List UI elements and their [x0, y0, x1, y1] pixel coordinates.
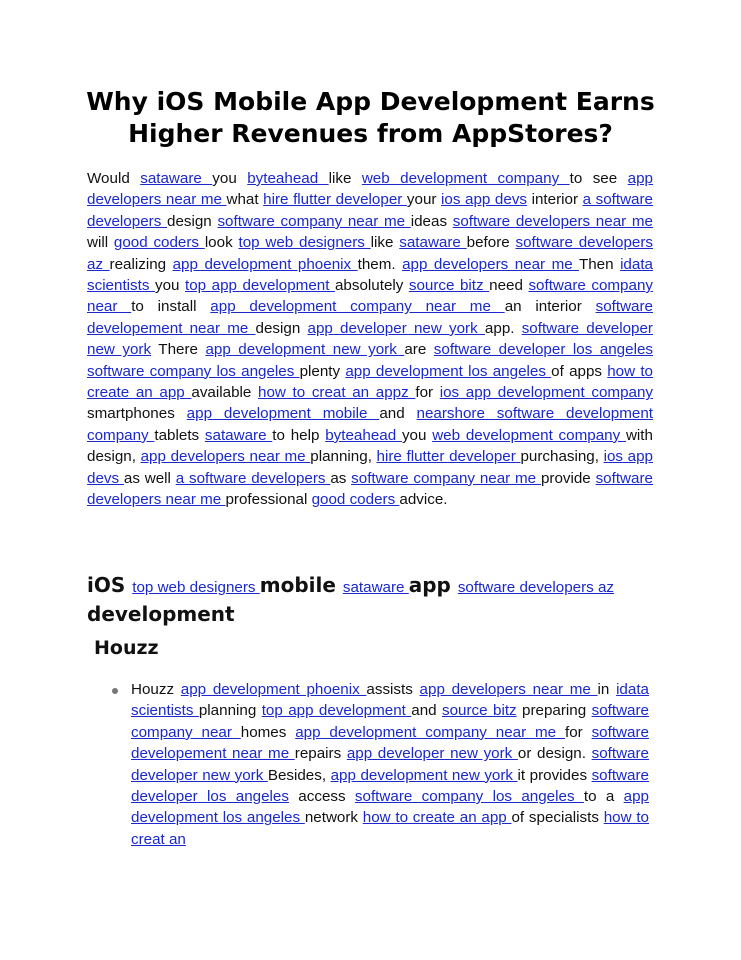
subheading-word: app: [408, 573, 458, 597]
inline-link[interactable]: app development phoenix: [180, 681, 367, 698]
body-text: an interior: [504, 298, 596, 316]
body-text: as well: [123, 469, 176, 487]
subheading-word: mobile: [259, 573, 343, 597]
body-text: them.: [357, 255, 403, 273]
body-text: will: [87, 234, 114, 252]
inline-link[interactable]: app developers near me: [419, 681, 598, 698]
inline-link[interactable]: top app development: [185, 277, 335, 295]
inline-link[interactable]: a software developers: [87, 191, 653, 230]
body-text: realizing: [109, 255, 173, 273]
inline-link[interactable]: app developers near me: [87, 170, 653, 209]
body-text: are: [404, 341, 434, 359]
body-text: of specialists: [511, 809, 604, 827]
inline-link[interactable]: app development los angeles: [131, 788, 649, 827]
body-text: network: [304, 809, 363, 827]
body-text: and: [379, 405, 417, 423]
inline-link[interactable]: hire flutter developer: [376, 448, 521, 466]
body-text: planning: [198, 702, 262, 720]
body-text: Then: [578, 255, 621, 273]
body-text: you: [401, 426, 433, 444]
inline-link[interactable]: software company los angeles: [87, 362, 300, 380]
body-text: your: [406, 191, 442, 209]
body-text: design: [255, 319, 308, 337]
inline-link[interactable]: software developers az: [457, 579, 615, 596]
body-text: interior: [527, 191, 583, 209]
body-text: Houzz: [131, 681, 181, 698]
inline-link[interactable]: how to create an app: [362, 809, 512, 827]
body-text: There: [151, 341, 206, 359]
inline-link[interactable]: app development company near me: [295, 723, 565, 741]
body-text: it provides: [517, 766, 592, 784]
inline-link[interactable]: source bitz: [408, 277, 490, 295]
inline-link[interactable]: software company near me: [217, 212, 411, 230]
inline-link[interactable]: app development company near me: [210, 298, 505, 316]
subheading-word: iOS: [87, 573, 133, 597]
subheading-word: development: [87, 602, 235, 626]
body-text: access: [288, 788, 355, 806]
inline-link[interactable]: top web designers: [238, 234, 371, 252]
body-text: as: [330, 469, 352, 487]
inline-link[interactable]: app developer new york: [346, 745, 518, 763]
body-text: assists: [366, 681, 420, 698]
body-text: provide: [540, 469, 596, 487]
body-text: advice.: [399, 491, 448, 509]
body-text: Would: [87, 170, 141, 187]
inline-link[interactable]: idata scientists: [131, 681, 649, 720]
inline-link[interactable]: app development mobile: [186, 405, 380, 423]
body-text: tablets: [154, 426, 205, 444]
body-text: or design.: [517, 745, 592, 763]
inline-link[interactable]: app development new york: [205, 341, 405, 359]
page-title: Why iOS Mobile App Development Earns Higher Revenues from AppStores?: [86, 87, 655, 148]
body-text: and: [411, 702, 443, 720]
inline-link[interactable]: how to creat an: [131, 809, 649, 848]
body-text: professional: [225, 491, 312, 509]
inline-link[interactable]: hire flutter developer: [263, 191, 407, 209]
bullet-marker: [112, 688, 118, 694]
inline-link[interactable]: app developer new york: [307, 319, 485, 337]
inline-link[interactable]: source bitz: [442, 702, 517, 720]
body-text: Besides,: [267, 766, 331, 784]
body-text: of apps: [551, 362, 608, 380]
inline-link[interactable]: app developers near me: [140, 448, 311, 466]
inline-link[interactable]: app development phoenix: [172, 255, 358, 273]
inline-link[interactable]: app development los angeles: [345, 362, 552, 380]
intro-paragraph: [87, 168, 653, 511]
inline-link[interactable]: software developer los angeles: [131, 766, 649, 806]
inline-link[interactable]: software developement near me: [131, 723, 649, 763]
inline-link[interactable]: idata scientists: [87, 255, 653, 295]
body-text: like: [370, 234, 400, 252]
inline-link[interactable]: byteahead: [247, 170, 329, 187]
inline-link[interactable]: software developer new york: [131, 745, 649, 784]
body-text: with design,: [87, 426, 653, 466]
inline-link[interactable]: software developers near me: [87, 469, 653, 509]
inline-link[interactable]: top app development: [261, 702, 412, 720]
inline-link[interactable]: software company near: [131, 702, 649, 741]
body-text: planning,: [310, 448, 377, 466]
body-text: for: [564, 723, 592, 741]
body-text: smartphones: [87, 405, 187, 423]
inline-link[interactable]: byteahead: [325, 426, 402, 444]
inline-link[interactable]: app development new york: [330, 766, 518, 784]
inline-link[interactable]: top web designers: [132, 579, 260, 596]
inline-link[interactable]: app developers near me: [402, 255, 579, 273]
body-text: to a: [583, 788, 624, 806]
body-text: you: [154, 277, 185, 295]
body-text: you: [212, 170, 248, 187]
inline-link[interactable]: sataware: [399, 234, 467, 252]
inline-link[interactable]: web development company: [432, 426, 626, 444]
body-text: ideas: [410, 212, 453, 230]
body-text: before: [466, 234, 516, 252]
body-text: what: [226, 191, 264, 209]
inline-link[interactable]: ios app development company: [439, 384, 653, 402]
body-text: need: [489, 277, 529, 295]
body-text: like: [328, 170, 362, 187]
body-text: purchasing,: [520, 448, 604, 466]
body-text: to help: [272, 426, 326, 444]
inline-link[interactable]: sataware: [204, 426, 273, 444]
houzz-heading: Houzz: [94, 637, 159, 659]
inline-link[interactable]: software company near me: [351, 469, 541, 487]
inline-link[interactable]: software developer los angeles: [433, 341, 653, 359]
body-text: in: [597, 681, 617, 698]
inline-link[interactable]: web development company: [361, 170, 570, 187]
body-text: available: [191, 384, 258, 402]
inline-link[interactable]: software developement near me: [87, 298, 653, 337]
inline-link[interactable]: how to create an app: [87, 362, 653, 402]
inline-link[interactable]: software company near: [87, 277, 653, 316]
inline-link[interactable]: sataware: [342, 579, 409, 596]
houzz-bullet-item: [131, 679, 649, 850]
inline-link[interactable]: good coders: [113, 234, 205, 252]
body-text: look: [204, 234, 239, 252]
body-text: preparing: [516, 702, 592, 720]
inline-link[interactable]: software developer new york: [87, 319, 653, 359]
body-text: to install: [131, 298, 211, 316]
inline-link[interactable]: software developers near me: [452, 212, 653, 230]
inline-link[interactable]: good coders: [311, 491, 400, 509]
section-subheading: [87, 572, 653, 630]
body-text: to see: [569, 170, 628, 187]
inline-link[interactable]: sataware: [140, 170, 213, 187]
body-text: for: [415, 384, 440, 402]
body-text: app.: [484, 319, 522, 337]
inline-link[interactable]: ios app devs: [87, 448, 653, 487]
inline-link[interactable]: software developers az: [87, 234, 653, 273]
inline-link[interactable]: software company los angeles: [354, 788, 584, 806]
inline-link[interactable]: ios app devs: [441, 191, 528, 209]
inline-link[interactable]: nearshore software development company: [87, 405, 654, 444]
body-text: plenty: [299, 362, 346, 380]
inline-link[interactable]: a software developers: [175, 469, 331, 487]
body-text: homes: [240, 723, 296, 741]
body-text: design: [167, 212, 218, 230]
body-text: repairs: [294, 745, 347, 763]
body-text: absolutely: [334, 277, 409, 295]
inline-link[interactable]: how to creat an appz: [258, 384, 416, 402]
